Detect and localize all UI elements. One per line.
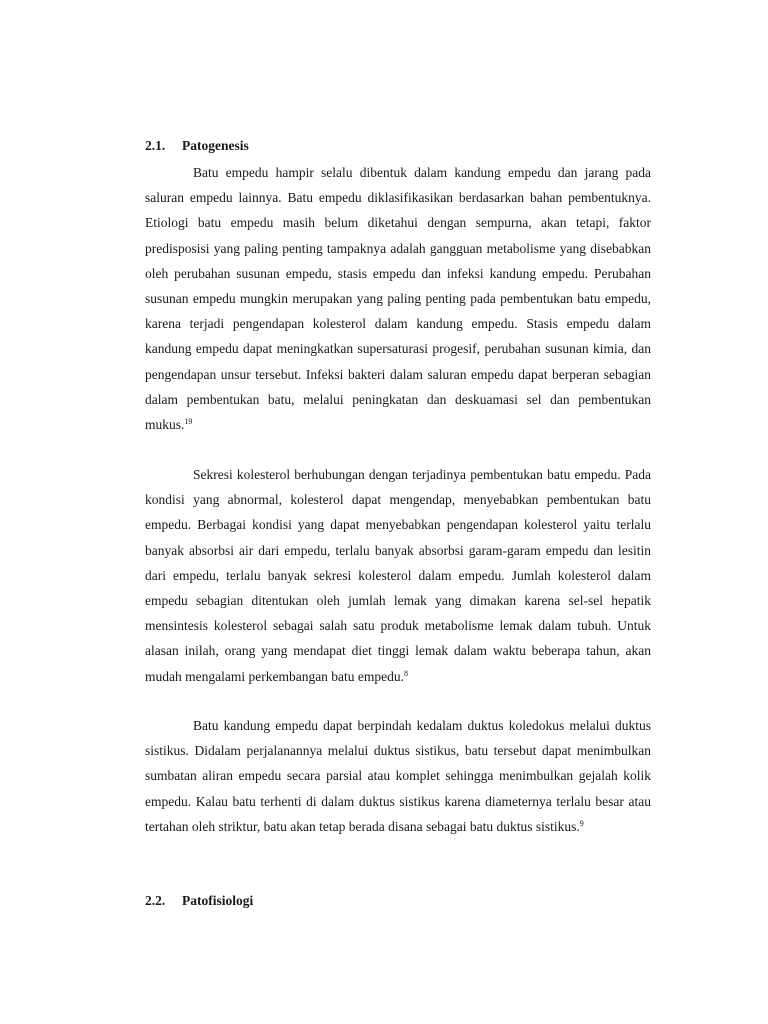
section-title: Patofisiologi <box>182 893 254 908</box>
paragraph-text: Batu empedu hampir selalu dibentuk dalam kandung empedu dan jarang pada saluran empedu lainnya. Batu empedu diklasifikasikan berdasarkan bahan pembentuknya. Etiologi batu empedu masih belum diketahui dengan sempurna, akan tetapi, faktor predisposisi yang paling penting tampaknya adalah gangguan metabolisme yang disebabkan oleh perubahan susunan empedu, stasis empedu dan infeksi kandung empedu. Perubahan susunan empedu mungkin merupakan yang paling penting pada pembentukan batu empedu, karena terjadi pengendapan kolesterol dalam kandung empedu. Stasis empedu dalam kandung empedu dapat meningkatkan supersaturasi progesif, perubahan susunan kimia, dan pengendapan unsur tersebut. Infeksi bakteri dalam saluran empedu dapat berperan sebagian dalam pembentukan batu, melalui peningkatan dan deskuamasi sel dan pembentukan mukus. <box>145 165 651 433</box>
section-heading-patofisiologi <box>145 893 253 909</box>
paragraph-pathogenesis-intro <box>145 160 651 437</box>
section-heading-patogenesis <box>145 138 249 154</box>
section-number: 2.2. <box>145 893 166 908</box>
section-number: 2.1. <box>145 138 166 153</box>
reference-superscript: 9 <box>579 818 584 828</box>
paragraph-stone-migration <box>145 713 651 839</box>
reference-superscript: 8 <box>404 668 409 678</box>
reference-superscript: 19 <box>184 417 193 427</box>
section-title: Patogenesis <box>182 138 249 153</box>
paragraph-cholesterol-secretion <box>145 462 651 689</box>
paragraph-text: Sekresi kolesterol berhubungan dengan terjadinya pembentukan batu empedu. Pada kondisi yang abnormal, kolesterol dapat mengendap, menyebabkan pembentukan batu empedu. Berbagai kondisi yang dapat menyebabkan pengendapan kolesterol yaitu terlalu banyak absorbsi air dari empedu, terlalu banyak absorbsi garam-garam empedu dan lesitin dari empedu, terlalu banyak sekresi kolesterol dalam empedu. Jumlah kolesterol dalam empedu sebagian ditentukan oleh jumlah lemak yang dimakan karena sel-sel hepatik mensintesis kolesterol sebagai salah satu produk metabolisme lemak dalam tubuh. Untuk alasan inilah, orang yang mendapat diet tinggi lemak dalam waktu beberapa tahun, akan mudah mengalami perkembangan batu empedu. <box>145 467 651 684</box>
paragraph-text: Batu kandung empedu dapat berpindah kedalam duktus koledokus melalui duktus sistikus. Didalam perjalanannya melalui duktus sistikus, batu tersebut dapat menimbulkan sumbatan aliran empedu secara parsial atau komplet sehingga menimbulkan gejalah kolik empedu. Kalau batu terhenti di dalam duktus sistikus karena diameternya terlalu besar atau tertahan oleh striktur, batu akan tetap berada disana sebagai batu duktus sistikus. <box>145 718 651 834</box>
